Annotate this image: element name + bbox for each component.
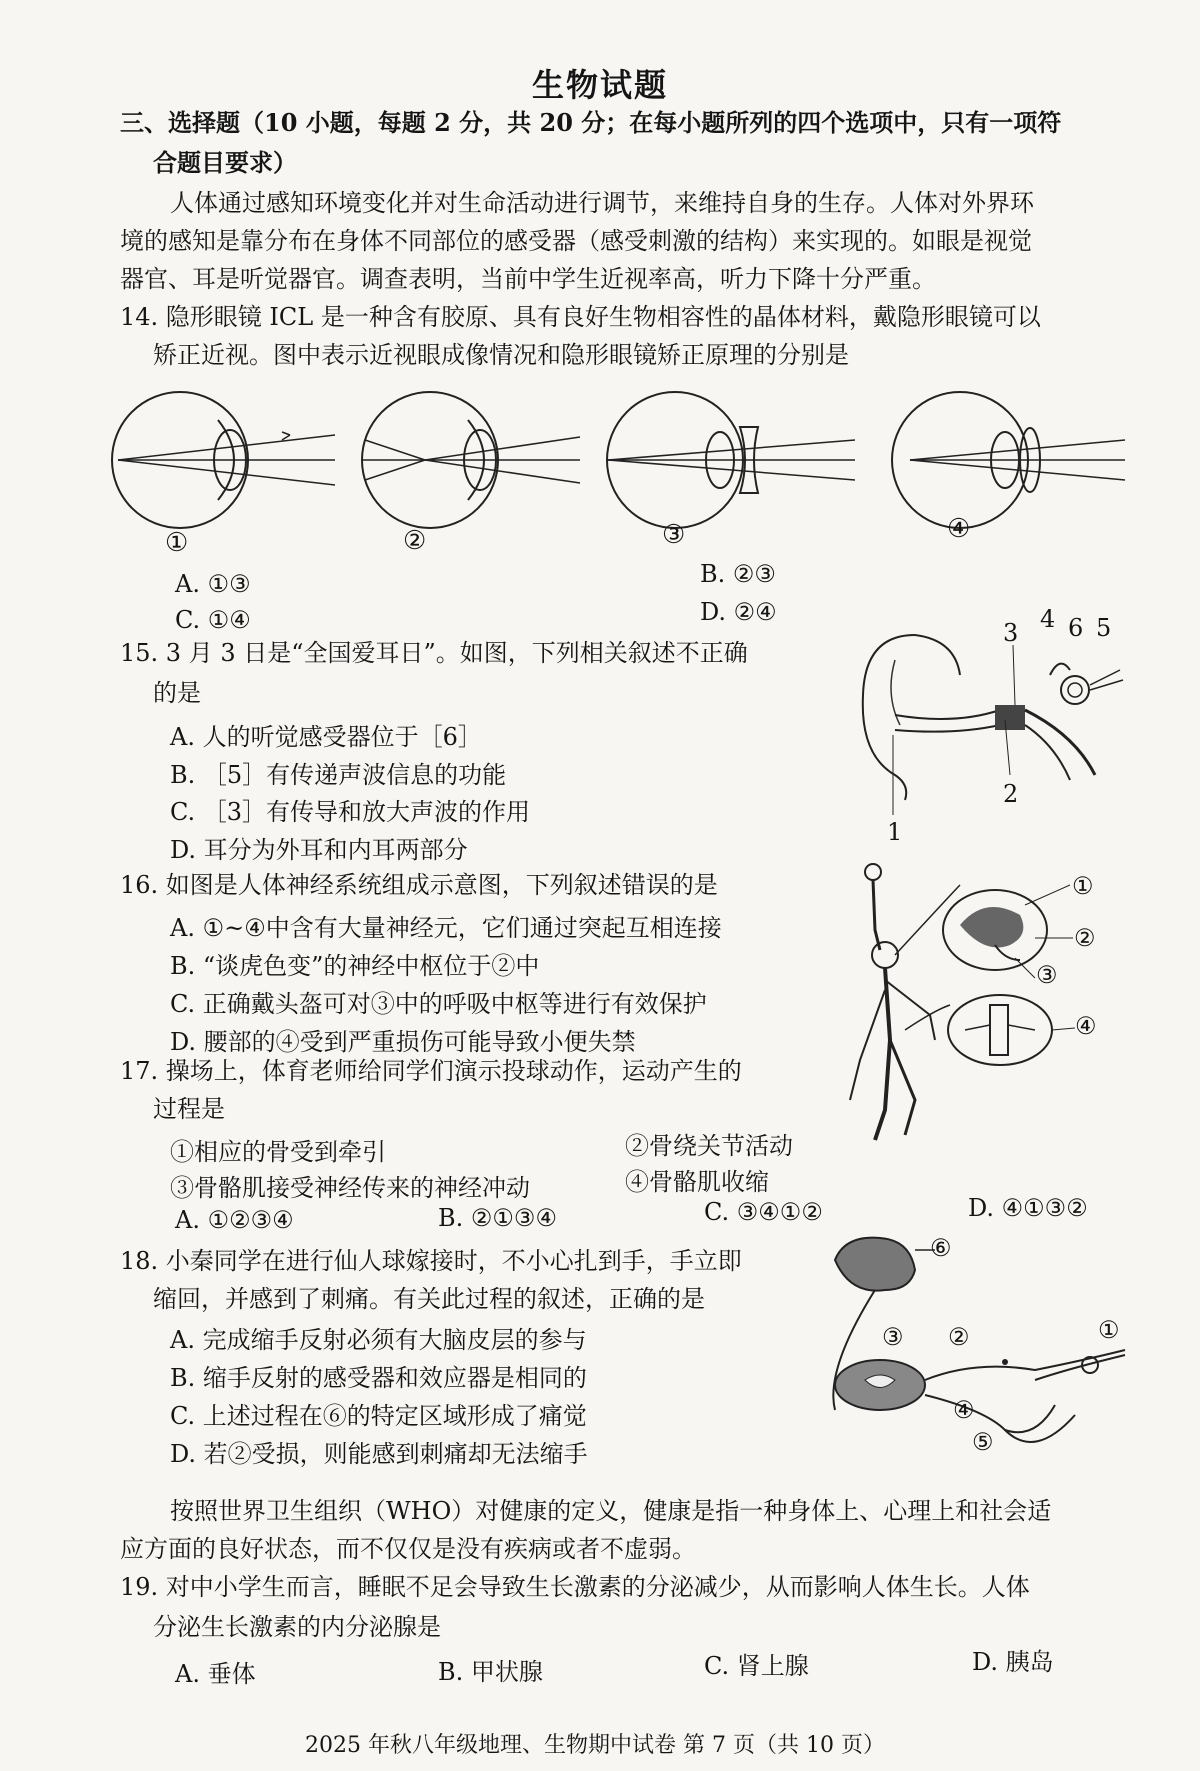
q14-option-c: C. ①④ xyxy=(175,606,251,634)
section-heading-cont: 合题目要求） xyxy=(153,148,297,177)
q14-option-b: B. ②③ xyxy=(700,560,776,588)
q14-option-d: D. ②④ xyxy=(700,598,777,626)
question-15-cont: 的是 xyxy=(153,679,201,707)
ear-label-3: 3 xyxy=(1003,619,1019,647)
ear-label-2: 2 xyxy=(1003,780,1019,808)
intro-text-2: 应方面的良好状态，而不仅仅是没有疾病或者不虚弱。 xyxy=(120,1535,696,1563)
eye-diagram-2 xyxy=(355,385,585,535)
reflex-label-6: ⑥ xyxy=(930,1234,952,1262)
nervous-label-1: ① xyxy=(1072,872,1094,900)
reflex-arc-diagram xyxy=(805,1230,1155,1460)
q17-step-2: ②骨绕关节活动 xyxy=(625,1132,793,1160)
intro-text-2: 按照世界卫生组织（WHO）对健康的定义，健康是指一种身体上、心理上和社会适 xyxy=(170,1497,1052,1525)
intro-text: 人体通过感知环境变化并对生命活动进行调节，来维持自身的生存。人体对外界环 xyxy=(170,189,1034,217)
q17-step-1: ①相应的骨受到牵引 xyxy=(170,1138,386,1166)
ear-diagram xyxy=(855,615,1145,835)
ear-label-5: 5 xyxy=(1096,614,1112,642)
question-17: 17. 操场上，体育老师给同学们演示投球动作，运动产生的 xyxy=(120,1057,742,1085)
page-footer: 2025 年秋八年级地理、生物期中试卷 第 7 页（共 10 页） xyxy=(305,1733,885,1758)
q17-option-d: D. ④①③② xyxy=(968,1194,1088,1222)
ear-label-1: 1 xyxy=(887,818,903,846)
q19-option-b: B. 甲状腺 xyxy=(438,1658,543,1686)
q16-option-d: D. 腰部的④受到严重损伤可能导致小便失禁 xyxy=(170,1028,636,1056)
q14-option-a: A. ①③ xyxy=(175,570,251,598)
q18-option-c: C. 上述过程在⑥的特定区域形成了痛觉 xyxy=(170,1402,587,1430)
eye-diagram-4 xyxy=(890,385,1130,535)
eye-label-1: ① xyxy=(165,528,189,558)
nervous-label-4: ④ xyxy=(1075,1012,1097,1040)
q18-option-d: D. 若②受损，则能感到刺痛却无法缩手 xyxy=(170,1440,588,1468)
reflex-label-4: ④ xyxy=(953,1396,975,1424)
eye-label-4: ④ xyxy=(947,514,971,544)
q19-option-a: A. 垂体 xyxy=(175,1660,256,1688)
eye-label-3: ③ xyxy=(662,520,686,550)
q18-option-b: B. 缩手反射的感受器和效应器是相同的 xyxy=(170,1364,587,1392)
question-18-cont: 缩回，并感到了刺痛。有关此过程的叙述，正确的是 xyxy=(153,1285,705,1313)
nervous-label-3: ③ xyxy=(1036,961,1058,989)
question-17-cont: 过程是 xyxy=(153,1095,225,1123)
question-18: 18. 小秦同学在进行仙人球嫁接时，不小心扎到手，手立即 xyxy=(120,1247,742,1275)
q15-option-d: D. 耳分为外耳和内耳两部分 xyxy=(170,836,468,864)
nervous-label-2: ② xyxy=(1074,924,1096,952)
q15-option-b: B. ［5］有传递声波信息的功能 xyxy=(170,761,507,789)
question-14: 14. 隐形眼镜 ICL 是一种含有胶原、具有良好生物相容性的晶体材料，戴隐形眼镜可以 xyxy=(120,303,1041,331)
ear-label-4: 4 xyxy=(1040,605,1056,633)
q17-option-a: A. ①②③④ xyxy=(175,1206,294,1234)
question-19: 19. 对中小学生而言，睡眠不足会导致生长激素的分泌减少，从而影响人体生长。人体 xyxy=(120,1573,1030,1601)
reflex-label-5: ⑤ xyxy=(972,1428,994,1456)
q17-step-3: ③骨骼肌接受神经传来的神经冲动 xyxy=(170,1174,530,1202)
intro-text: 器官、耳是听觉器官。调查表明，当前中学生近视率高，听力下降十分严重。 xyxy=(120,265,936,293)
q17-option-b: B. ②①③④ xyxy=(438,1204,557,1232)
q19-option-d: D. 胰岛 xyxy=(972,1648,1054,1676)
q15-option-c: C. ［3］有传导和放大声波的作用 xyxy=(170,798,531,826)
q17-option-c: C. ③④①② xyxy=(704,1198,823,1226)
nervous-system-diagram xyxy=(845,860,1135,1150)
q19-option-c: C. 肾上腺 xyxy=(704,1652,809,1680)
reflex-label-1: ① xyxy=(1098,1316,1120,1344)
reflex-label-2: ② xyxy=(948,1323,970,1351)
q18-option-a: A. 完成缩手反射必须有大脑皮层的参与 xyxy=(170,1326,587,1354)
q17-step-4: ④骨骼肌收缩 xyxy=(625,1168,769,1196)
question-15: 15. 3 月 3 日是“全国爱耳日”。如图，下列相关叙述不正确 xyxy=(120,639,748,667)
question-16: 16. 如图是人体神经系统组成示意图，下列叙述错误的是 xyxy=(120,871,718,899)
question-19-cont: 分泌生长激素的内分泌腺是 xyxy=(153,1613,441,1641)
q15-option-a: A. 人的听觉感受器位于［6］ xyxy=(170,723,482,751)
page-title: 生物试题 xyxy=(531,66,668,104)
section-heading: 三、选择题（10 小题，每题 2 分，共 20 分；在每小题所列的四个选项中，只有一项符 xyxy=(120,108,1062,137)
eye-diagram-1 xyxy=(110,385,340,535)
question-14-cont: 矫正近视。图中表示近视眼成像情况和隐形眼镜矫正原理的分别是 xyxy=(153,341,849,369)
eye-diagram-3 xyxy=(600,385,860,535)
eye-label-2: ② xyxy=(403,526,427,556)
intro-text: 境的感知是靠分布在身体不同部位的感受器（感受刺激的结构）来实现的。如眼是视觉 xyxy=(120,227,1032,255)
q16-option-a: A. ①~④中含有大量神经元，它们通过突起互相连接 xyxy=(170,914,722,942)
q16-option-c: C. 正确戴头盔可对③中的呼吸中枢等进行有效保护 xyxy=(170,990,707,1018)
ear-label-6: 6 xyxy=(1068,614,1084,642)
reflex-label-3: ③ xyxy=(882,1323,904,1351)
q16-option-b: B. “谈虎色变”的神经中枢位于②中 xyxy=(170,952,540,980)
